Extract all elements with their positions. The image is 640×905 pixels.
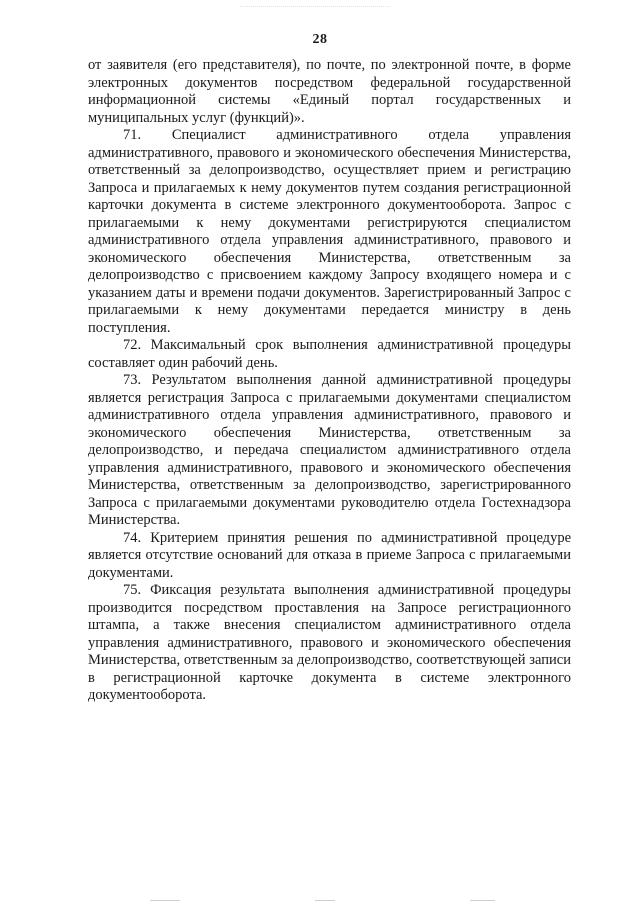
paragraph-71: 71. Специалист административного отдела управления административного, правового и экономического обеспечения Министерства, ответственный за делопроизводство, осуществляет прием и регистрацию Запроса и прилагаемых к нему документов путем создания регистрационной карточки документа в системе электронного документооборота. Запрос с прилагаемыми к нему документами регистрируются специалистом административного отдела управления административного, правового и экономического обеспечения Министерства, ответственным за делопроизводство с присвоением каждому Запросу входящего номера и с указанием даты и времени подачи документов. Зарегистрированный Запрос с прилагаемыми к нему документами передается министру в день поступления. [88,127,571,336]
paragraph-74: 74. Критерием принятия решения по административной процедуре является отсутствие оснований для отказа в приеме Запроса с прилагаемыми документами. [88,529,571,581]
paragraph-72: 72. Максимальный срок выполнения административной процедуры составляет один рабочий день. [88,337,571,371]
paragraph-73: 73. Результатом выполнения данной административной процедуры является регистрация Запроса с прилагаемыми документами специалистом административного отдела управления административного, правового и экономического обеспечения Министерства, ответственным за делопроизводство, и передача специалистом административного отдела управления административного, правового и экономического обеспечения Министерства, ответственным за делопроизводство, зарегистрированного Запроса с прилагаемыми документами руководителю отдела Гостехнадзора Министерства. [88,372,571,528]
document-body [88,57,571,705]
paragraph-continuation: от заявителя (его представителя), по почте, по электронной почте, в форме электронных документов посредством федеральной государственной информационной системы «Единый портал государственных и муниципальных услуг (функций)». [88,57,571,126]
scan-artifact [240,6,390,17]
paragraph-75: 75. Фиксация результата выполнения административной процедуры производится посредством проставления на Запросе регистрационного штампа, а также внесения специалистом административного отдела управления административного, правового и экономического обеспечения Министерства, ответственным за делопроизводство, соответствующей записи в регистрационной карточке документа в системе электронного документооборота. [88,582,571,703]
scan-edge-marks [0,899,640,901]
page-number: 28 [312,32,328,47]
